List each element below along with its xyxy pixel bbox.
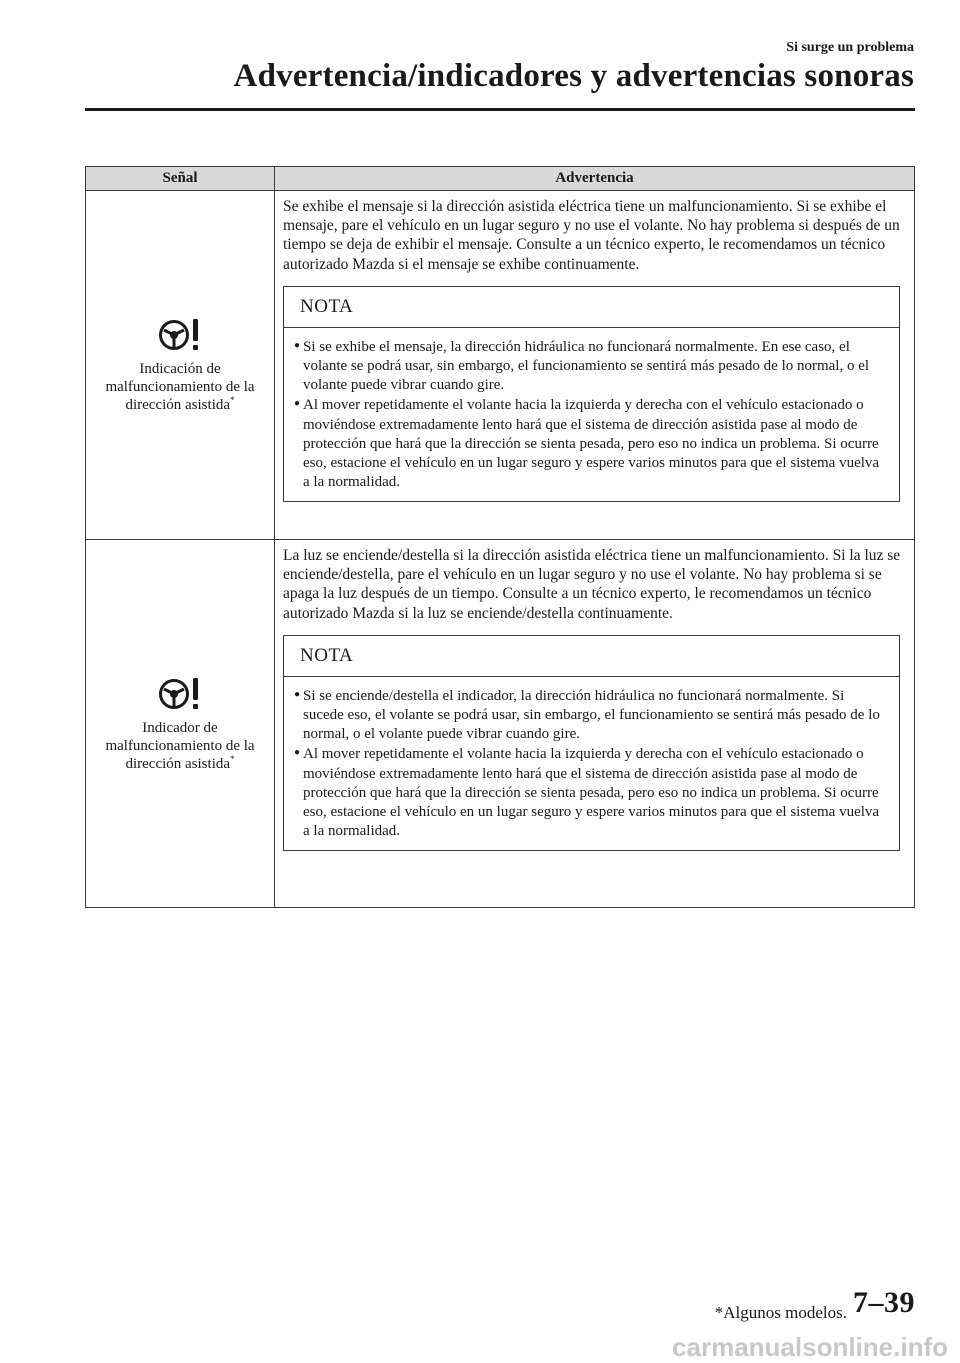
column-header-signal: Señal: [86, 167, 275, 191]
bullet-icon: ●: [294, 339, 301, 351]
warning-text: Se exhibe el mensaje si la dirección asistida eléctrica tiene un malfuncionamiento. Si se exhibe el mensaje, pare el vehículo en un lugar seguro y no use el volante. No hay problema si después de un tiempo se deja de exhibir el mensaje. Consulte a un técnico experto, le recomendamos un técnico autorizado Mazda si el mensaje se exhibe continuamente.: [283, 198, 900, 273]
asterisk: *: [230, 753, 235, 764]
steering-wheel-warning-icon: [156, 675, 204, 713]
bullet-icon: ●: [294, 747, 301, 759]
nota-box: [283, 635, 900, 852]
page-number: 7–39: [853, 1286, 915, 1319]
signal-label: Indicación de malfuncionamiento de la dirección asistida: [105, 361, 255, 413]
asterisk: *: [230, 395, 235, 405]
bullet-icon: ●: [294, 688, 301, 700]
nota-item-text: Si se exhibe el mensaje, la dirección hidráulica no funcionará normalmente. En ese caso, el volante se podrá usar, sin embargo, el funcionamiento se sentirá más pesado de lo normal, o el volante puede vibrar cuando gire.: [303, 338, 870, 394]
nota-item: [294, 396, 887, 492]
signal-cell: [86, 191, 275, 540]
nota-item: [294, 338, 887, 396]
warning-text: La luz se enciende/destella si la dirección asistida eléctrica tiene un malfuncionamiento. Si la luz se enciende/destella, pare el vehículo en un lugar seguro y no use el volante. No hay problema si se apaga la luz después de un tiempo. Consulte a un técnico experto, le recomendamos un técnico autorizado Mazda si la luz se enciende/destella continuamente.: [283, 547, 901, 622]
signal-cell: [86, 540, 275, 908]
nota-box: [283, 286, 900, 503]
nota-item: [294, 745, 887, 841]
nota-item-text: Si se enciende/destella el indicador, la dirección hidráulica no funcionará normalmente. Si sucede eso, el volante se podrá usar, sin embargo, el funcionamiento se sentirá más pesado de lo normal, o el volante puede vibrar cuando gire.: [303, 687, 880, 743]
nota-item-text: Al mover repetidamente el volante hacia la izquierda y derecha con el vehículo estacionado o moviéndose extremadamente lento hará que el sistema de dirección asistida pase al modo de protección que hará que la dirección se sienta pesada, pero eso no indica un problema. Si ocurre eso, estacione el vehículo en un lugar seguro y espere varios minutos para que el sistema vuelva a la normalidad.: [303, 746, 880, 840]
nota-body: [284, 328, 899, 502]
bullet-icon: ●: [294, 398, 301, 410]
nota-item-text: Al mover repetidamente el volante hacia la izquierda y derecha con el vehículo estacionado o moviéndose extremadamente lento hará que el sistema de dirección asistida pase al modo de protección que hará que la dirección se sienta pesada, pero eso no indica un problema. Si ocurre eso, estacione el vehículo en un lugar seguro y espere varios minutos para que el sistema vuelva a la normalidad.: [303, 397, 880, 491]
nota-item: [294, 687, 887, 745]
table-header-row: [86, 167, 915, 191]
column-header-warning: Advertencia: [275, 167, 915, 191]
nota-title: NOTA: [284, 636, 899, 677]
warning-cell: [275, 540, 915, 908]
page-title: Advertencia/indicadores y advertencias sonoras: [233, 58, 914, 94]
warning-table: [85, 166, 915, 908]
table-row: [86, 191, 915, 540]
footer-note: *Algunos modelos.: [714, 1303, 847, 1322]
signal-label: Indicador de malfuncionamiento de la dirección asistida: [105, 719, 255, 772]
watermark: carmanualsonline.info: [672, 1332, 948, 1362]
nota-title: NOTA: [284, 287, 899, 328]
nota-body: [284, 677, 899, 851]
section-title: Si surge un problema: [786, 40, 914, 55]
table-row: [86, 540, 915, 908]
steering-wheel-warning-icon: [156, 316, 204, 354]
header-rule: [85, 108, 915, 111]
warning-cell: [275, 191, 915, 540]
